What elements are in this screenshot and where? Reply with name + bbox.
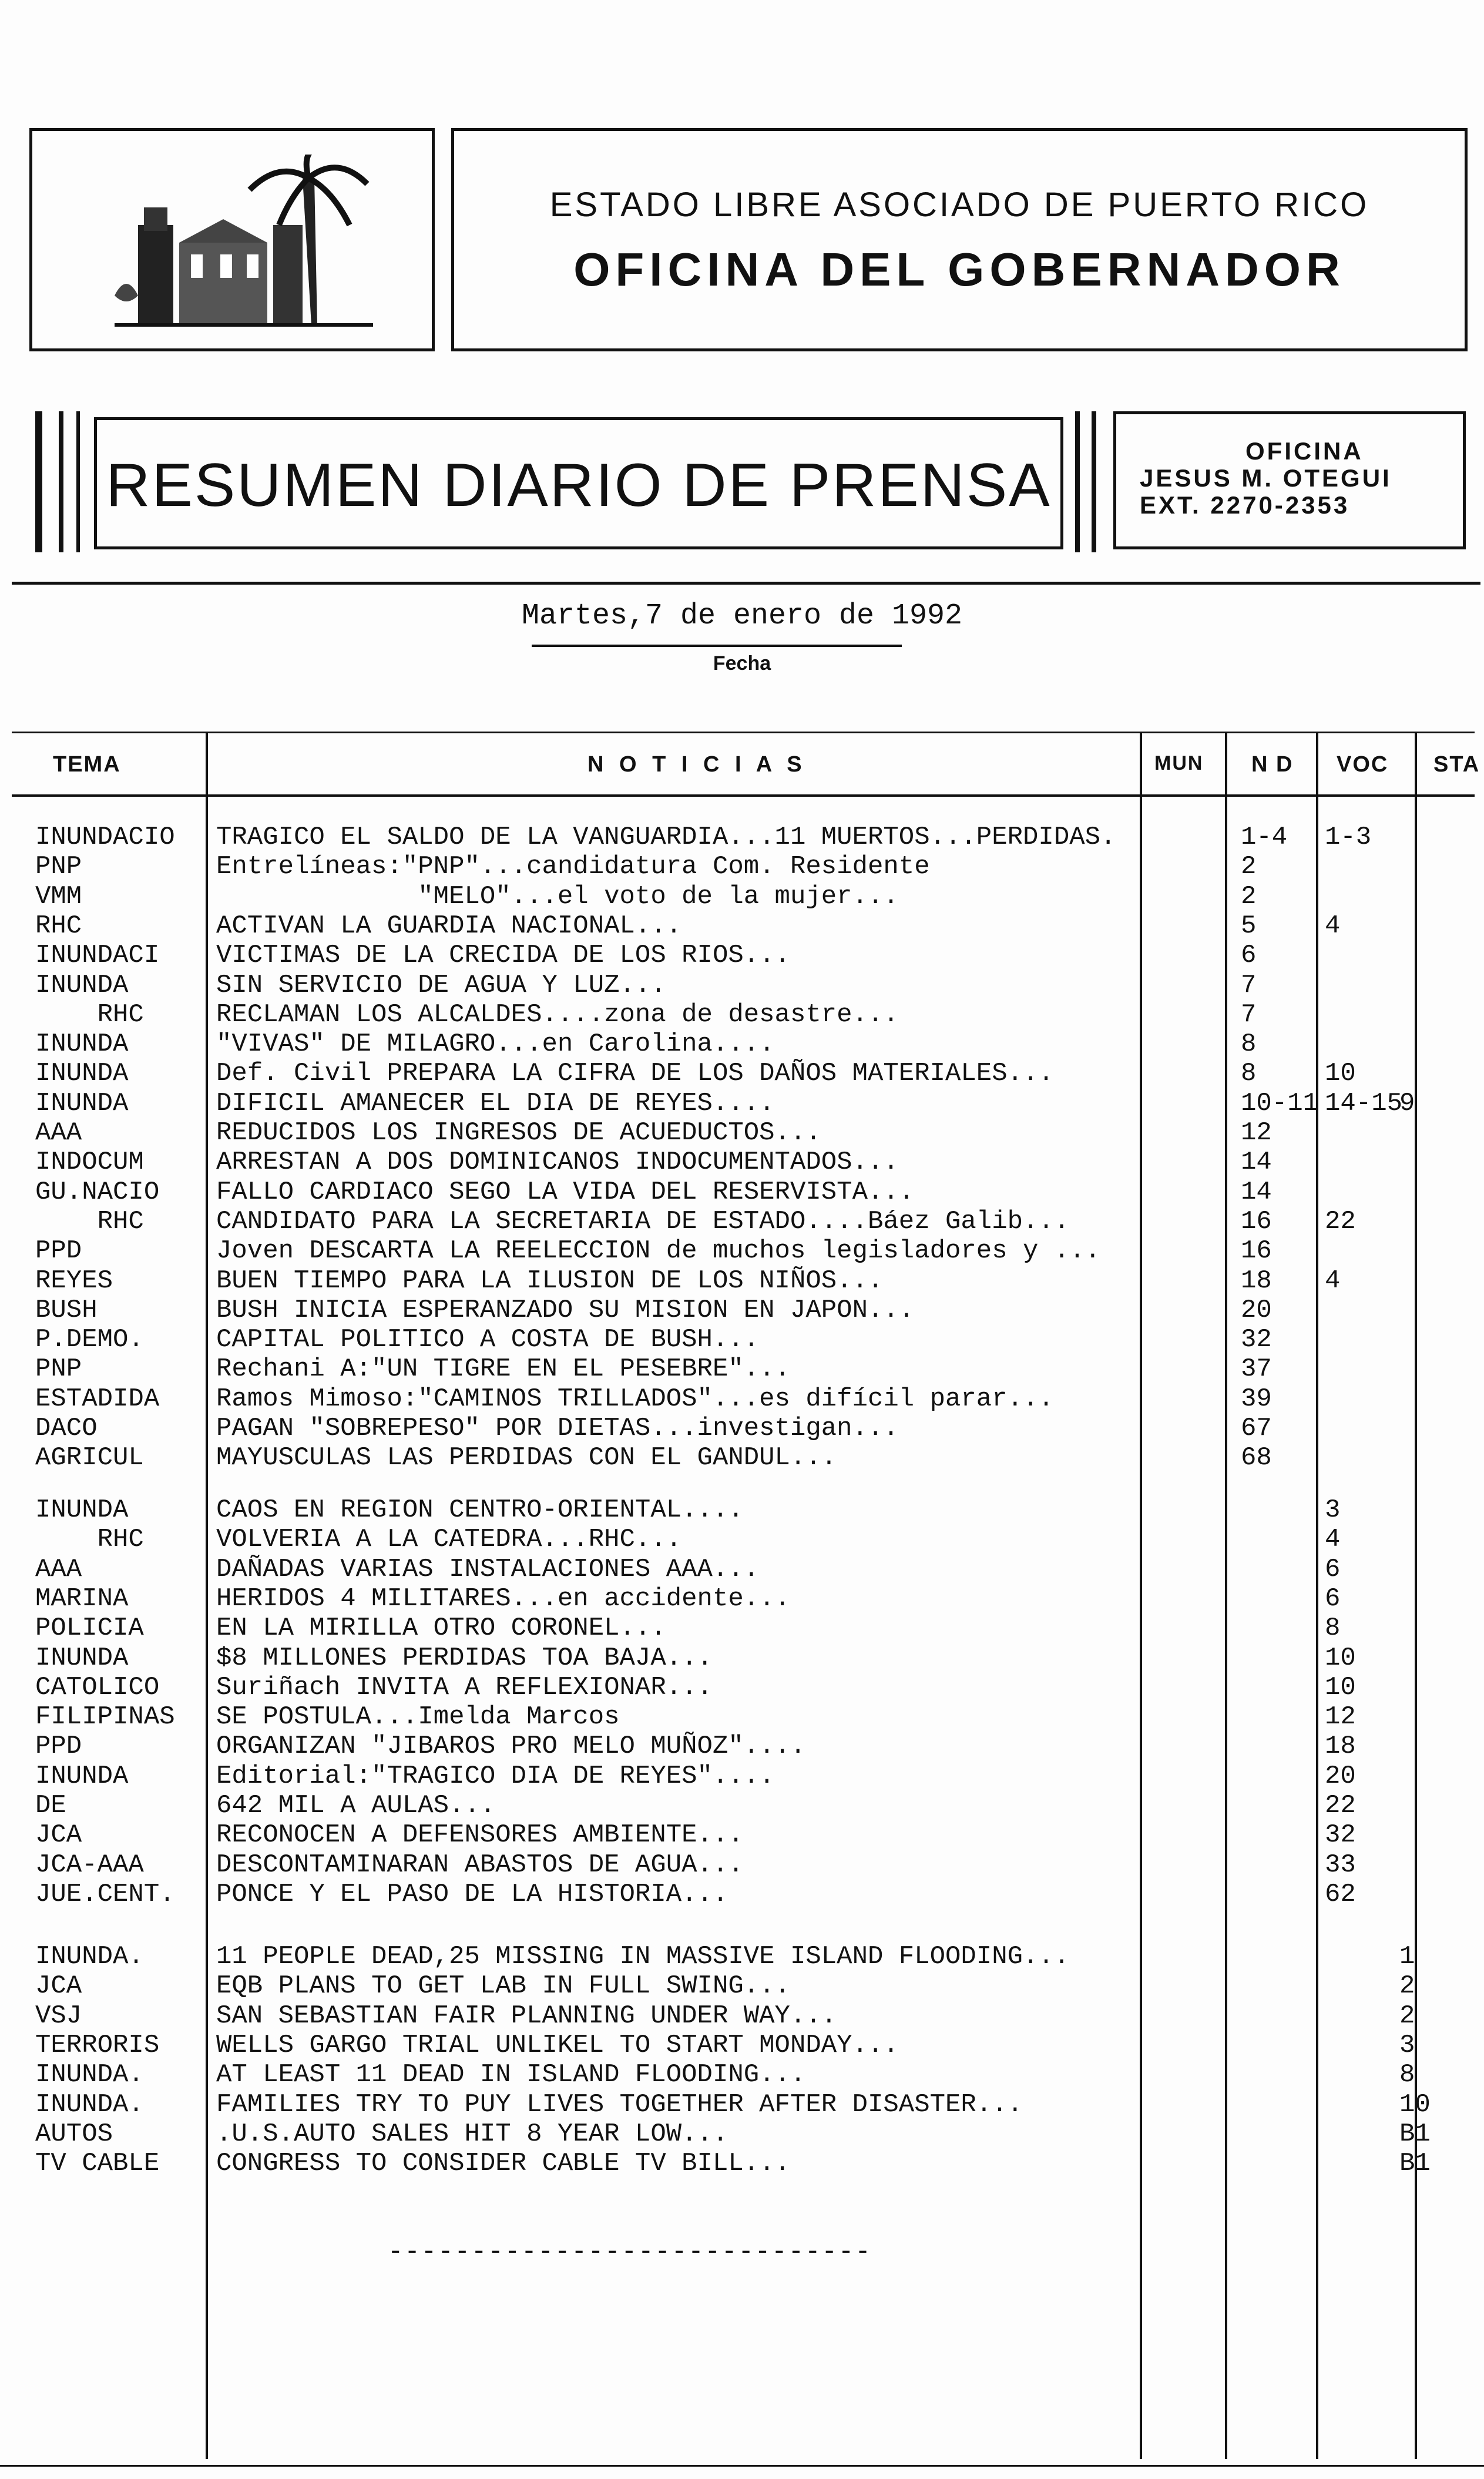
row-tema: TERRORIS bbox=[35, 2031, 160, 2060]
row-tema: INUNDA. bbox=[35, 2090, 144, 2119]
row-voc: 62 bbox=[1325, 1880, 1356, 1909]
news-row bbox=[0, 1673, 1484, 1702]
row-nd: 8 bbox=[1241, 1029, 1257, 1059]
row-nd: 14 bbox=[1241, 1178, 1272, 1207]
row-tema: AUTOS bbox=[35, 2119, 113, 2149]
row-noticia: BUSH INICIA ESPERANZADO SU MISION EN JAPON... bbox=[216, 1296, 915, 1325]
col-header-noticias: N O T I C I A S bbox=[587, 752, 807, 777]
row-voc: 6 bbox=[1325, 1555, 1341, 1584]
row-noticia: Ramos Mimoso:"CAMINOS TRILLADOS"...es difícil parar... bbox=[216, 1384, 1054, 1414]
contact-extension: EXT. 2270-2353 bbox=[1140, 491, 1350, 519]
fortaleza-palm-illustration bbox=[103, 155, 379, 337]
col-header-sta: STA bbox=[1433, 752, 1480, 777]
row-sta: 3 bbox=[1399, 2031, 1415, 2060]
news-row bbox=[0, 1266, 1484, 1296]
row-voc: 10 bbox=[1325, 1673, 1356, 1702]
row-noticia: PAGAN "SOBREPESO" POR DIETAS...investigan... bbox=[216, 1414, 899, 1443]
row-nd: 8 bbox=[1241, 1059, 1257, 1088]
row-tema: RHC bbox=[35, 911, 82, 941]
row-nd: 37 bbox=[1241, 1354, 1272, 1384]
row-noticia: EN LA MIRILLA OTRO CORONEL... bbox=[216, 1613, 666, 1643]
row-tema: INUNDA bbox=[35, 1495, 129, 1525]
table-bottom-rule bbox=[0, 2465, 1484, 2467]
row-tema: POLICIA bbox=[35, 1613, 144, 1643]
row-tema: JUE.CENT. bbox=[35, 1880, 175, 1909]
row-noticia: AT LEAST 11 DEAD IN ISLAND FLOODING... bbox=[216, 2060, 806, 2089]
row-nd: 18 bbox=[1241, 1266, 1272, 1296]
row-voc: 10 bbox=[1325, 1643, 1356, 1673]
row-voc: 3 bbox=[1325, 1495, 1341, 1525]
row-tema: PNP bbox=[35, 852, 82, 881]
row-noticia: SE POSTULA...Imelda Marcos bbox=[216, 1702, 620, 1732]
row-noticia: WELLS GARGO TRIAL UNLIKEL TO START MONDAY... bbox=[216, 2031, 899, 2060]
row-nd: 20 bbox=[1241, 1296, 1272, 1325]
news-row bbox=[0, 1325, 1484, 1354]
row-voc: 4 bbox=[1325, 911, 1341, 941]
row-voc: 33 bbox=[1325, 1850, 1356, 1880]
row-tema: RHC bbox=[35, 1525, 144, 1554]
row-noticia: "VIVAS" DE MILAGRO...en Carolina.... bbox=[216, 1029, 775, 1059]
row-tema: INUNDACIO bbox=[35, 823, 175, 852]
row-tema: BUSH bbox=[35, 1296, 98, 1325]
row-nd: 14 bbox=[1241, 1148, 1272, 1177]
row-tema: VSJ bbox=[35, 2001, 82, 2031]
header-estado: ESTADO LIBRE ASOCIADO DE PUERTO RICO bbox=[549, 186, 1369, 224]
row-tema: FILIPINAS bbox=[35, 1702, 175, 1732]
row-tema: AGRICUL bbox=[35, 1443, 144, 1472]
row-voc: 1-3 bbox=[1325, 823, 1372, 852]
row-noticia: BUEN TIEMPO PARA LA ILUSION DE LOS NIÑOS... bbox=[216, 1266, 884, 1296]
row-nd: 67 bbox=[1241, 1414, 1272, 1443]
row-tema: P.DEMO. bbox=[35, 1325, 144, 1354]
banner-bar-left-1 bbox=[35, 411, 42, 552]
row-sta: B1 bbox=[1399, 2149, 1431, 2178]
news-row bbox=[0, 1059, 1484, 1088]
row-noticia: SIN SERVICIO DE AGUA Y LUZ... bbox=[216, 971, 666, 1000]
row-nd: 2 bbox=[1241, 852, 1257, 881]
row-noticia: CAOS EN REGION CENTRO-ORIENTAL.... bbox=[216, 1495, 744, 1525]
banner-bar-right-1 bbox=[1075, 411, 1080, 552]
news-row bbox=[0, 971, 1484, 1000]
banner-title: RESUMEN DIARIO DE PRENSA bbox=[106, 451, 1052, 519]
news-row bbox=[0, 852, 1484, 881]
header-oficina: OFICINA DEL GOBERNADOR bbox=[573, 243, 1345, 296]
row-tema: INUNDA. bbox=[35, 2060, 144, 2089]
row-noticia: FAMILIES TRY TO PUY LIVES TOGETHER AFTER DISASTER... bbox=[216, 2090, 1023, 2119]
news-row bbox=[0, 2060, 1484, 2089]
banner-bar-left-2 bbox=[59, 411, 63, 552]
row-tema: TV CABLE bbox=[35, 2149, 160, 2178]
news-row bbox=[0, 1236, 1484, 1266]
contact-box bbox=[1113, 411, 1466, 549]
row-noticia: $8 MILLONES PERDIDAS TOA BAJA... bbox=[216, 1643, 713, 1673]
row-tema: DE bbox=[35, 1791, 66, 1820]
news-row bbox=[0, 2001, 1484, 2031]
row-nd: 7 bbox=[1241, 971, 1257, 1000]
row-voc: 12 bbox=[1325, 1702, 1356, 1732]
row-nd: 68 bbox=[1241, 1443, 1272, 1472]
row-tema: INUNDA bbox=[35, 971, 129, 1000]
row-noticia: DIFICIL AMANECER EL DIA DE REYES.... bbox=[216, 1089, 775, 1118]
news-row bbox=[0, 1732, 1484, 1761]
news-row bbox=[0, 1354, 1484, 1384]
col-header-nd: N D bbox=[1251, 752, 1294, 777]
row-tema: JCA bbox=[35, 1971, 82, 2001]
row-noticia: Def. Civil PREPARA LA CIFRA DE LOS DAÑOS MATERIALES... bbox=[216, 1059, 1054, 1088]
row-nd: 16 bbox=[1241, 1207, 1272, 1236]
row-tema: PPD bbox=[35, 1236, 82, 1266]
row-tema: VMM bbox=[35, 882, 82, 911]
news-row bbox=[0, 1178, 1484, 1207]
row-noticia: VOLVERIA A LA CATEDRA...RHC... bbox=[216, 1525, 682, 1554]
news-row bbox=[0, 1207, 1484, 1236]
row-noticia: .U.S.AUTO SALES HIT 8 YEAR LOW... bbox=[216, 2119, 728, 2149]
row-tema: PNP bbox=[35, 1354, 82, 1384]
row-noticia: Entrelíneas:"PNP"...candidatura Com. Residente bbox=[216, 852, 930, 881]
col-header-tema: TEMA bbox=[53, 752, 121, 777]
news-row bbox=[0, 1525, 1484, 1554]
row-tema: INUNDA bbox=[35, 1762, 129, 1791]
news-row bbox=[0, 911, 1484, 941]
row-tema: INUNDACI bbox=[35, 941, 160, 970]
date-label: Fecha bbox=[713, 652, 771, 675]
row-noticia: DAÑADAS VARIAS INSTALACIONES AAA... bbox=[216, 1555, 760, 1584]
row-tema: INDOCUM bbox=[35, 1148, 144, 1177]
row-voc: 10 bbox=[1325, 1059, 1356, 1088]
table-header-rule bbox=[12, 794, 1475, 797]
row-voc: 8 bbox=[1325, 1613, 1341, 1643]
news-row bbox=[0, 2090, 1484, 2119]
news-row bbox=[0, 1029, 1484, 1059]
news-row bbox=[0, 2119, 1484, 2149]
row-noticia: FALLO CARDIACO SEGO LA VIDA DEL RESERVISTA... bbox=[216, 1178, 915, 1207]
row-tema: DACO bbox=[35, 1414, 98, 1443]
news-row bbox=[0, 1942, 1484, 1971]
row-tema: AAA bbox=[35, 1555, 82, 1584]
row-tema: RHC bbox=[35, 1000, 144, 1029]
news-row bbox=[0, 823, 1484, 852]
news-row bbox=[0, 1850, 1484, 1880]
row-noticia: DESCONTAMINARAN ABASTOS DE AGUA... bbox=[216, 1850, 744, 1880]
row-tema: PPD bbox=[35, 1732, 82, 1761]
row-tema: REYES bbox=[35, 1266, 113, 1296]
row-nd: 39 bbox=[1241, 1384, 1272, 1414]
footer-dashes: ----------------------------- bbox=[388, 2238, 872, 2267]
news-row bbox=[0, 2031, 1484, 2060]
news-row bbox=[0, 1791, 1484, 1820]
col-header-mun: MUN bbox=[1154, 752, 1204, 774]
news-row bbox=[0, 1820, 1484, 1850]
row-sta: 10 bbox=[1399, 2090, 1431, 2119]
row-tema: INUNDA bbox=[35, 1029, 129, 1059]
row-nd: 10-11 bbox=[1241, 1089, 1319, 1118]
row-noticia: CONGRESS TO CONSIDER CABLE TV BILL... bbox=[216, 2149, 790, 2178]
news-row bbox=[0, 882, 1484, 911]
news-row bbox=[0, 1495, 1484, 1525]
row-noticia: PONCE Y EL PASO DE LA HISTORIA... bbox=[216, 1880, 728, 1909]
news-row bbox=[0, 1584, 1484, 1613]
row-noticia: Suriñach INVITA A REFLEXIONAR... bbox=[216, 1673, 713, 1702]
news-row bbox=[0, 1443, 1484, 1472]
row-voc: 4 bbox=[1325, 1266, 1341, 1296]
row-noticia: RECLAMAN LOS ALCALDES....zona de desastre... bbox=[216, 1000, 899, 1029]
news-row bbox=[0, 1000, 1484, 1029]
row-voc: 6 bbox=[1325, 1584, 1341, 1613]
row-nd: 12 bbox=[1241, 1118, 1272, 1148]
row-tema: JCA bbox=[35, 1820, 82, 1850]
row-noticia: Joven DESCARTA LA REELECCION de muchos legisladores y ... bbox=[216, 1236, 1101, 1266]
row-voc: 32 bbox=[1325, 1820, 1356, 1850]
row-sta: 2 bbox=[1399, 2001, 1415, 2031]
news-row bbox=[0, 1880, 1484, 1909]
row-noticia: 642 MIL A AULAS... bbox=[216, 1791, 496, 1820]
row-sta: 8 bbox=[1399, 2060, 1415, 2089]
row-noticia: MAYUSCULAS LAS PERDIDAS CON EL GANDUL... bbox=[216, 1443, 837, 1472]
row-noticia: VICTIMAS DE LA CRECIDA DE LOS RIOS... bbox=[216, 941, 790, 970]
row-noticia: SAN SEBASTIAN FAIR PLANNING UNDER WAY... bbox=[216, 2001, 837, 2031]
news-row bbox=[0, 1971, 1484, 2001]
row-nd: 32 bbox=[1241, 1325, 1272, 1354]
header-office-box bbox=[451, 128, 1468, 351]
row-noticia: REDUCIDOS LOS INGRESOS DE ACUEDUCTOS... bbox=[216, 1118, 821, 1148]
row-noticia: "MELO"...el voto de la mujer... bbox=[216, 882, 899, 911]
news-row bbox=[0, 1555, 1484, 1584]
row-noticia: 11 PEOPLE DEAD,25 MISSING IN MASSIVE ISLAND FLOODING... bbox=[216, 1942, 1070, 1971]
row-noticia: HERIDOS 4 MILITARES...en accidente... bbox=[216, 1584, 790, 1613]
news-row bbox=[0, 1414, 1484, 1443]
news-row bbox=[0, 1702, 1484, 1732]
header-illustration-box bbox=[29, 128, 435, 351]
row-tema: INUNDA bbox=[35, 1089, 129, 1118]
row-tema: GU.NACIO bbox=[35, 1178, 160, 1207]
row-noticia: CANDIDATO PARA LA SECRETARIA DE ESTADO....Báez Galib... bbox=[216, 1207, 1070, 1236]
contact-office: OFICINA bbox=[1245, 437, 1364, 465]
news-row bbox=[0, 1613, 1484, 1643]
row-nd: 5 bbox=[1241, 911, 1257, 941]
row-noticia: Editorial:"TRAGICO DIA DE REYES".... bbox=[216, 1762, 775, 1791]
contact-name: JESUS M. OTEGUI bbox=[1140, 464, 1392, 492]
col-header-voc: VOC bbox=[1337, 752, 1389, 777]
row-sta: B1 bbox=[1399, 2119, 1431, 2149]
row-tema: JCA-AAA bbox=[35, 1850, 144, 1880]
news-row bbox=[0, 2149, 1484, 2178]
row-nd: 6 bbox=[1241, 941, 1257, 970]
row-tema: MARINA bbox=[35, 1584, 129, 1613]
row-sta: 1 bbox=[1399, 1942, 1415, 1971]
row-tema: RHC bbox=[35, 1207, 144, 1236]
banner-title-box bbox=[94, 417, 1063, 549]
row-voc: 20 bbox=[1325, 1762, 1356, 1791]
date-underline bbox=[532, 645, 902, 647]
news-row bbox=[0, 1089, 1484, 1118]
news-row bbox=[0, 1118, 1484, 1148]
row-tema: INUNDA bbox=[35, 1059, 129, 1088]
news-row bbox=[0, 1148, 1484, 1177]
row-tema: ESTADIDA bbox=[35, 1384, 160, 1414]
row-noticia: CAPITAL POLITICO A COSTA DE BUSH... bbox=[216, 1325, 760, 1354]
header-divider bbox=[12, 582, 1480, 585]
row-tema: AAA bbox=[35, 1118, 82, 1148]
news-row bbox=[0, 1296, 1484, 1325]
row-nd: 2 bbox=[1241, 882, 1257, 911]
news-row bbox=[0, 941, 1484, 970]
row-noticia: Rechani A:"UN TIGRE EN EL PESEBRE"... bbox=[216, 1354, 790, 1384]
row-sta: 9 bbox=[1399, 1089, 1415, 1118]
row-tema: INUNDA. bbox=[35, 1942, 144, 1971]
banner-bar-right-2 bbox=[1092, 411, 1096, 552]
row-voc: 22 bbox=[1325, 1791, 1356, 1820]
row-noticia: EQB PLANS TO GET LAB IN FULL SWING... bbox=[216, 1971, 790, 2001]
row-nd: 16 bbox=[1241, 1236, 1272, 1266]
row-tema: INUNDA bbox=[35, 1643, 129, 1673]
row-sta: 2 bbox=[1399, 1971, 1415, 2001]
date-text: Martes,7 de enero de 1992 bbox=[521, 599, 963, 633]
row-noticia: ACTIVAN LA GUARDIA NACIONAL... bbox=[216, 911, 682, 941]
news-row bbox=[0, 1762, 1484, 1791]
row-noticia: TRAGICO EL SALDO DE LA VANGUARDIA...11 MUERTOS...PERDIDAS. bbox=[216, 823, 1116, 852]
table-top-rule bbox=[12, 732, 1475, 733]
row-nd: 7 bbox=[1241, 1000, 1257, 1029]
row-voc: 18 bbox=[1325, 1732, 1356, 1761]
row-nd: 1-4 bbox=[1241, 823, 1288, 852]
banner-bar-left-3 bbox=[76, 411, 80, 552]
news-row bbox=[0, 1643, 1484, 1673]
row-noticia: ARRESTAN A DOS DOMINICANOS INDOCUMENTADOS... bbox=[216, 1148, 899, 1177]
row-noticia: RECONOCEN A DEFENSORES AMBIENTE... bbox=[216, 1820, 744, 1850]
row-noticia: ORGANIZAN "JIBAROS PRO MELO MUÑOZ".... bbox=[216, 1732, 806, 1761]
row-voc: 4 bbox=[1325, 1525, 1341, 1554]
news-row bbox=[0, 1384, 1484, 1414]
row-tema: CATOLICO bbox=[35, 1673, 160, 1702]
row-voc: 22 bbox=[1325, 1207, 1356, 1236]
row-voc: 14-15 bbox=[1325, 1089, 1403, 1118]
